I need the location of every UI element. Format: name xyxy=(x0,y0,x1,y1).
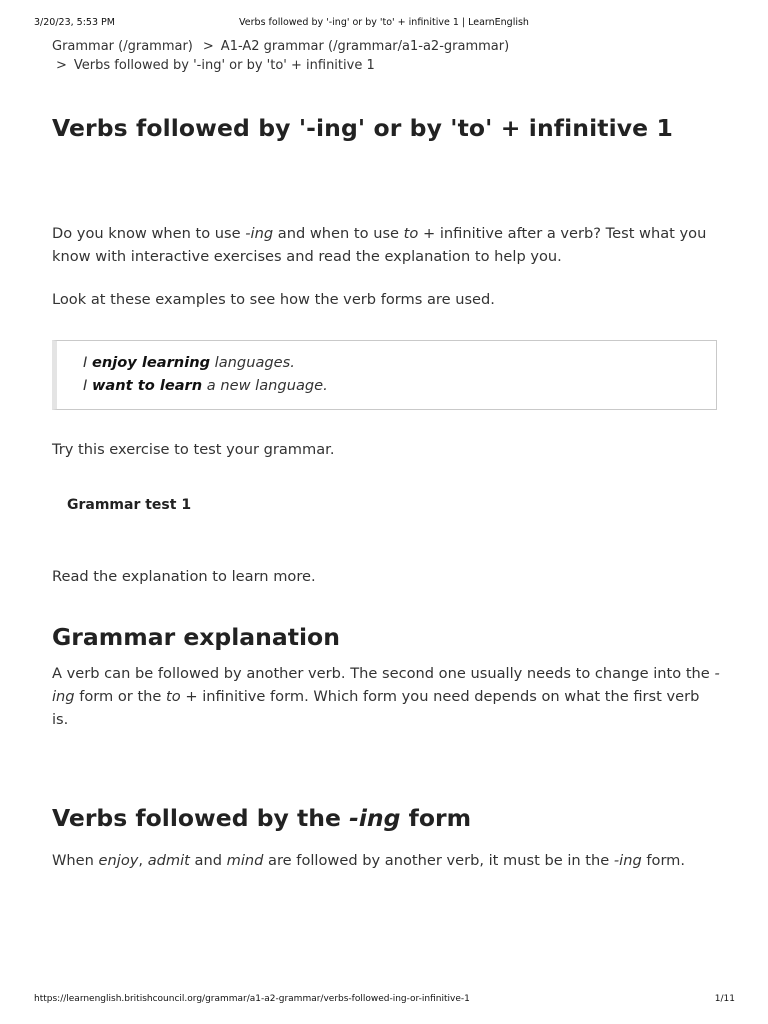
ing-form-heading: Verbs followed by the -ing form xyxy=(52,804,472,832)
footer-url: https://learnenglish.britishcouncil.org/grammar/a1-a2-grammar/verbs-followed-ing-or-infinitive-1 xyxy=(34,994,470,1004)
examples-box xyxy=(52,340,717,410)
try-exercise-text: Try this exercise to test your grammar. xyxy=(52,441,335,458)
page-title: Verbs followed by '-ing' or by 'to' + infinitive 1 xyxy=(52,114,673,142)
breadcrumb-separator: > xyxy=(202,39,214,54)
print-page-title: Verbs followed by '-ing' or by 'to' + infinitive 1 | LearnEnglish xyxy=(239,17,529,28)
read-more-text: Read the explanation to learn more. xyxy=(52,568,316,585)
example-sentence: I enjoy learning languages. xyxy=(83,354,295,371)
breadcrumb-separator: > xyxy=(56,58,67,73)
grammar-test-link[interactable]: Grammar test 1 xyxy=(67,497,192,513)
breadcrumb-current: Verbs followed by '-ing' or by 'to' + infinitive 1 xyxy=(73,58,375,73)
grammar-explanation-text: A verb can be followed by another verb. The second one usually needs to change into the -ing form or the to + infinitive form. Which form you need depends on what the first verb is. xyxy=(52,665,720,728)
footer-page-number: 1/11 xyxy=(714,994,735,1004)
print-date: 3/20/23, 5:53 PM xyxy=(34,17,115,28)
breadcrumb-a1-a2-link[interactable]: A1-A2 grammar (/grammar/a1-a2-grammar) xyxy=(220,39,510,54)
grammar-explanation-heading: Grammar explanation xyxy=(52,623,340,651)
example-sentence: I want to learn a new language. xyxy=(83,377,328,394)
examples-intro: Look at these examples to see how the verb forms are used. xyxy=(52,291,495,308)
breadcrumb xyxy=(52,37,509,75)
breadcrumb-grammar-link[interactable]: Grammar (/grammar) xyxy=(52,39,193,54)
ing-form-text: When enjoy, admit and mind are followed by another verb, it must be in the -ing form. xyxy=(52,852,686,869)
intro-paragraph: Do you know when to use -ing and when to use to + infinitive after a verb? Test what you know with interactive exercises and read the explanation to help you. xyxy=(52,225,707,265)
print-header xyxy=(0,17,768,31)
